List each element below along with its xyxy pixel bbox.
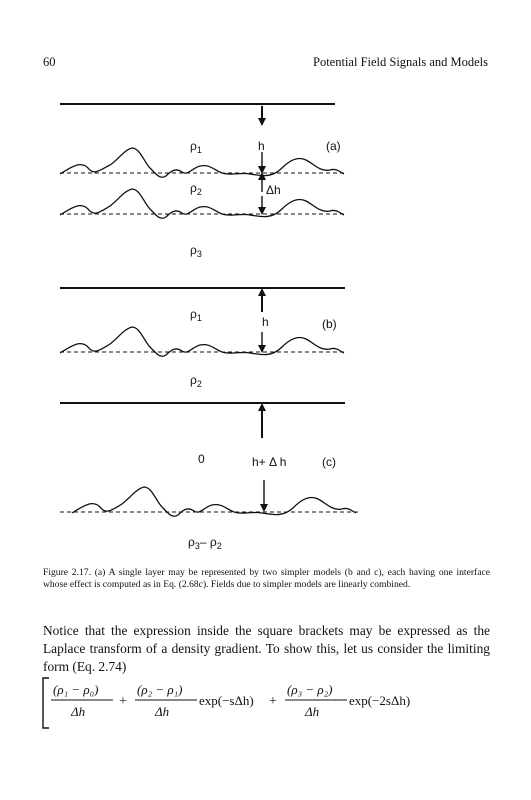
exp-term-2: exp(−2sΔh) (349, 693, 411, 708)
running-title: Potential Field Signals and Models (313, 55, 488, 69)
term2-numerator: (ρ₂ − ρ₁) (137, 682, 183, 697)
term3-denominator: Δh (305, 704, 320, 719)
page-number: 60 (43, 55, 56, 69)
panel-c (60, 403, 358, 551)
rho1-label-a: $\rho_1$ (190, 139, 202, 155)
exp-term-1: exp(−sΔh) (199, 693, 254, 708)
term2-denominator: Δh (155, 704, 170, 719)
left-square-bracket (43, 678, 49, 728)
panel-a (60, 104, 345, 259)
h-dh-label-c: h+ Δ h (252, 455, 287, 469)
panel-b (60, 288, 345, 389)
term1-numerator: (ρ₁ − ρ₀) (53, 682, 99, 697)
h-label-b: h (262, 315, 269, 329)
equation-limiting-form (35, 672, 495, 732)
rho1-label-b: $\rho_1$ (190, 307, 202, 323)
panel-label-a: (a) (326, 139, 341, 153)
panel-label-b: (b) (322, 317, 337, 331)
plus-sign-1: + (119, 694, 127, 709)
plus-sign-2: + (269, 694, 277, 709)
zero-label-c: 0 (198, 452, 205, 466)
rho3-label-a: $\rho_3$ (190, 243, 202, 259)
h-label-a: h (258, 139, 265, 153)
rho2-label-b: $\rho_2$ (190, 373, 202, 389)
term3-numerator: (ρ₃ − ρ₂) (287, 682, 333, 697)
term1-denominator: Δh (71, 704, 86, 719)
rho-diff-label-c: $\rho_3-$ $\rho_2$ (188, 535, 222, 551)
body-paragraph: Notice that the expression inside the square brackets may be expressed as the Laplace transform of a density gradient. To show this, let us consider the limiting form (Eq. 2.74) (43, 623, 490, 674)
rho2-label-a: $\rho_2$ (190, 181, 202, 197)
panel-label-c: (c) (322, 455, 336, 469)
figure-caption: Figure 2.17. (a) A single layer may be represented by two simpler models (b and c), each having one interface whose effect is computed as in Eq. (2.68c). Fields due to simpler models are linearly combined. (43, 567, 490, 591)
dh-label-a: Δh (266, 183, 281, 197)
